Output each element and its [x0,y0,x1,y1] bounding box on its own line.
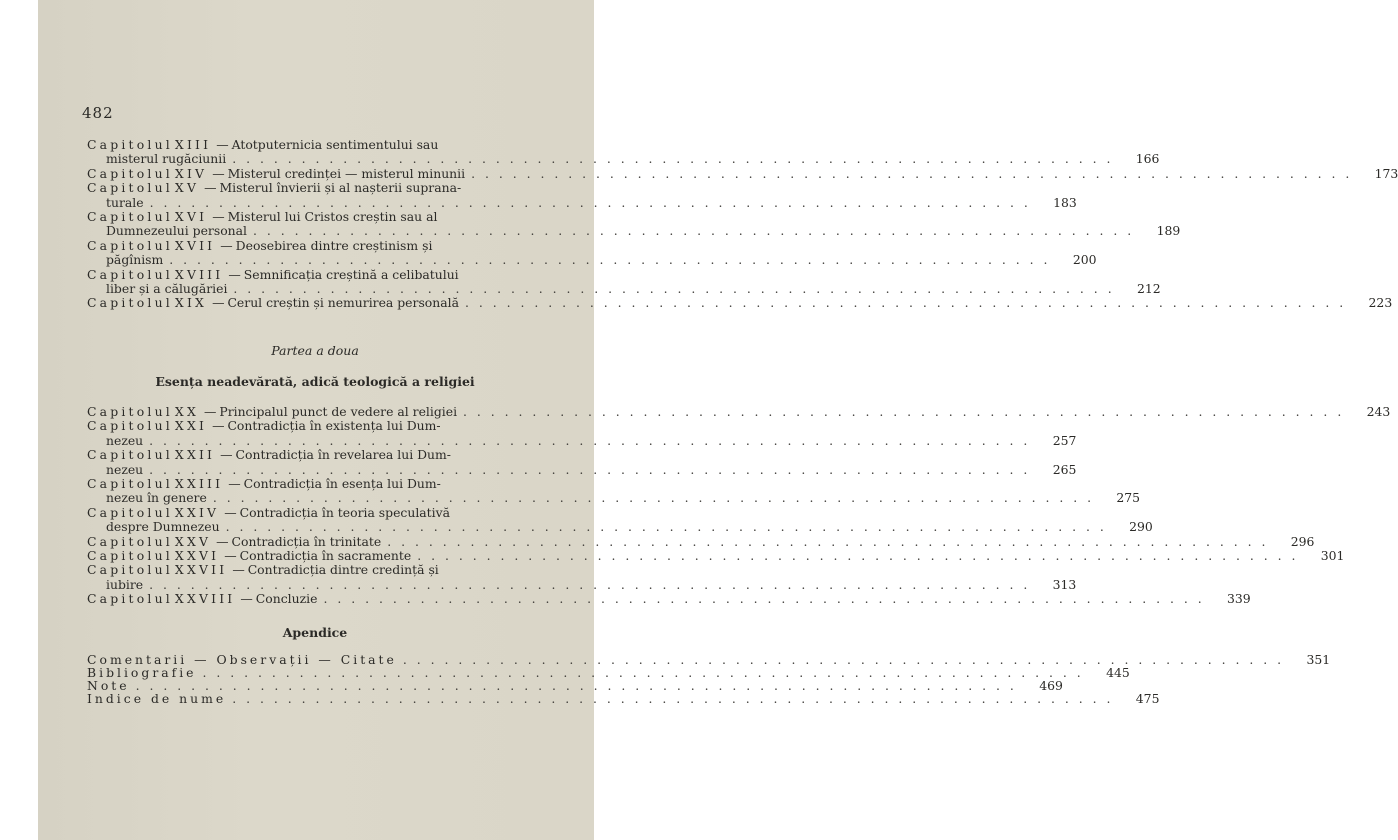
part1-toc [87,137,1398,311]
page-ref: 475 [1135,691,1160,706]
chapter-title: Concluzie [255,591,318,607]
toc-entry-line: Capitolul XXVII — Contradicția dintre credință și [87,562,439,578]
toc-entry [87,295,1393,311]
chapter-title: Dumnezeului personal [106,223,247,239]
toc-entry-line [87,151,1160,167]
page-ref: 290 [1129,519,1153,535]
chapter-title: Principalul punct de vedere al religiei [219,404,458,419]
toc-entry-line: Capitolul XIX — Cerul creștin și nemurirea personală . . . 223 [87,296,517,310]
toc-entry [87,447,1077,477]
toc-entry-line: Capitolul XXVIII — Concluzie . . . 339 [87,592,517,606]
toc-entry [87,208,1181,239]
page-ref: 200 [1072,252,1097,268]
chapter-title: nezeu [106,461,144,477]
toc-entry [87,180,1077,210]
toc-entry-line [87,519,1153,535]
toc-entry-line: Capitolul XX — Principalul punct de vedere al religiei . . . 243 [87,405,517,419]
page-ref: 351 [1306,652,1331,667]
chapter-title: păgînism [106,252,164,268]
dot-leader [232,692,1113,705]
chapter-title: Misterul învierii și al nașterii suprana- [219,180,462,196]
page-ref: 275 [1116,490,1141,506]
toc-entry-line: Capitolul XVI — Misterul lui Cristos creștin sau al [87,208,438,224]
toc-entry-line: Capitolul XXII — Contradicția în revelarea lui Dum- [87,447,451,463]
dot-leader [253,224,1134,238]
page-ref: 296 [1290,533,1315,549]
chapter-numeral: XVI [174,208,208,224]
chapter-word: Capitolul [87,547,173,563]
page-ref: 313 [1052,576,1077,592]
toc-entry [87,266,1161,297]
page-ref: 183 [1053,194,1077,210]
part2-title: Esența neadevărată, adică teologică a religiei [155,374,475,389]
dot-leader [149,434,1030,448]
toc-entry-line [87,432,1077,448]
toc-entry [87,137,1160,167]
toc-entry-line [87,194,1077,210]
page-ref: 223 [1368,295,1393,311]
toc-entry [87,418,1077,448]
page-number: 482 [82,104,114,122]
part2-toc [87,404,1391,607]
toc-entry [87,404,1391,419]
chapter-title: Contradicția în teoria speculativă [239,504,451,520]
chapter-title: liber și a călugăriei [106,280,228,296]
dot-leader [232,152,1113,166]
chapter-title: misterul rugăciunii [106,151,227,167]
chapter-word: Capitolul [87,165,173,181]
dot-leader [323,592,1204,606]
toc-entry-line [87,490,1141,506]
chapter-title: Atotputernicia sentimentului sau [231,137,439,152]
dot-leader [471,167,1352,181]
toc-entry-line [87,280,1161,296]
chapter-title: Misterul lui Cristos creștin sau al [227,208,438,224]
chapter-word: Capitolul [87,504,173,520]
chapter-numeral: XX [174,404,199,419]
chapter-title: despre Dumnezeu [106,519,220,535]
chapter-title: turale [106,194,144,210]
page-ref: 265 [1052,461,1077,477]
page-ref: 243 [1366,404,1391,419]
chapter-title: Contradicția în revelarea lui Dum- [235,447,451,463]
chapter-word: Capitolul [87,137,173,152]
dot-leader [226,520,1107,534]
page-ref: 257 [1052,432,1077,448]
dot-leader [417,549,1298,563]
dot-leader [463,405,1344,419]
chapter-word: Capitolul [87,591,173,607]
chapter-title: iubire [106,576,144,592]
appendix-entry [87,691,1160,706]
chapter-word: Capitolul [87,533,173,549]
toc-entry-line: Capitolul XVIII — Semnificația creștină a celibatului [87,266,459,282]
chapter-numeral: XIV [174,165,208,181]
page-ref: 189 [1156,223,1181,239]
dot-leader [387,535,1268,549]
page-ref: 166 [1135,151,1160,167]
toc-entry-line: Capitolul XXVI — Contradicția în sacramente . . . 301 [87,549,517,563]
appendix-title: Apendice [282,625,348,640]
chapter-title: Contradicția în existența lui Dum- [227,418,441,434]
chapter-numeral: XV [174,180,200,196]
appendix-entry-title: Comentarii — Observații — Citate [87,652,397,667]
chapter-numeral: XXVI [174,547,220,563]
toc-entry [87,165,1398,181]
dot-leader [213,491,1094,505]
toc-entry [87,562,1077,592]
toc-entry-line: Capitolul XV — Misterul învierii și al nașterii suprana- [87,180,462,196]
chapter-word: Capitolul [87,447,173,463]
chapter-word: Capitolul [87,404,173,419]
chapter-numeral: XIX [174,295,208,311]
chapter-title: Misterul credinței — misterul minunii [227,165,466,181]
appendix-entry-title: Indice de nume [87,691,227,706]
toc-entry-line: Capitolul XIII — Atotputernicia sentimentului sau [87,137,439,152]
chapter-numeral: XXI [174,418,208,434]
chapter-title: nezeu în genere [106,490,207,506]
chapter-numeral: XIII [174,137,212,152]
toc-entry [87,591,1251,607]
chapter-title: Cerul creștin și nemurirea personală [227,295,459,311]
appendix-entry-title: Note [87,678,130,693]
toc-entry-line: Capitolul XXIV — Contradicția în teoria speculativă [87,504,451,520]
toc-entry-line [87,461,1077,477]
toc-entry-line: Capitolul XVII — Deosebirea dintre creștinism și [87,237,433,253]
dot-leader [149,578,1030,592]
appendix-toc [87,652,1331,706]
dot-leader [150,196,1031,210]
toc-entry-line [87,252,1097,268]
toc-entry [87,475,1141,506]
page-ref: 469 [1039,678,1063,693]
chapter-title: Contradicția dintre credință și [247,562,439,578]
chapter-word: Capitolul [87,418,173,434]
chapter-numeral: XXV [174,533,212,549]
toc-entry-line [87,576,1077,592]
toc-entry [87,533,1315,549]
toc-entry [87,237,1097,268]
chapter-numeral: XXII [174,447,216,463]
page-ref: 445 [1106,665,1130,680]
chapter-word: Capitolul [87,237,173,253]
dot-leader [233,282,1114,296]
toc-entry-line: Capitolul XXIII — Contradicția în esența lui Dum- [87,475,441,491]
chapter-title: Semnificația creștină a celibatului [243,266,459,282]
chapter-title: nezeu [106,432,144,448]
chapter-numeral: XVIII [174,266,224,282]
page-ref: 173 [1374,165,1398,181]
chapter-numeral: XXVII [174,562,228,578]
part2-label: Partea a doua [271,343,359,358]
page-ref: 212 [1136,280,1161,296]
dot-leader [169,253,1050,267]
chapter-word: Capitolul [87,208,173,224]
chapter-numeral: XXIV [174,504,220,520]
toc-entry-line [87,223,1181,239]
toc-entry-line: Capitolul XXV — Contradicția în trinitate . . . 296 [87,535,517,549]
toc-entry [87,547,1345,563]
chapter-numeral: XVII [174,237,216,253]
toc-entry [87,504,1153,535]
dot-leader [465,296,1346,310]
appendix-entry-title: Bibliografie [87,665,197,680]
chapter-word: Capitolul [87,562,173,578]
page-ref: 301 [1320,547,1345,563]
chapter-title: Contradicția în sacramente [239,547,412,563]
chapter-numeral: XXVIII [174,591,236,607]
chapter-word: Capitolul [87,295,173,311]
toc-entry-line: Capitolul XXI — Contradicția în existența lui Dum- [87,418,441,434]
chapter-title: Deosebirea dintre creștinism și [235,237,433,253]
chapter-numeral: XXIII [174,475,224,491]
chapter-word: Capitolul [87,180,173,196]
chapter-title: Contradicția în trinitate [231,533,382,549]
dot-leader [149,463,1030,477]
page-ref: 339 [1227,591,1251,607]
chapter-word: Capitolul [87,266,173,282]
chapter-word: Capitolul [87,475,173,491]
toc-entry-line: Capitolul XIV — Misterul credinței — misterul minunii . . . 173 [87,167,517,181]
chapter-title: Contradicția în esența lui Dum- [243,475,441,491]
